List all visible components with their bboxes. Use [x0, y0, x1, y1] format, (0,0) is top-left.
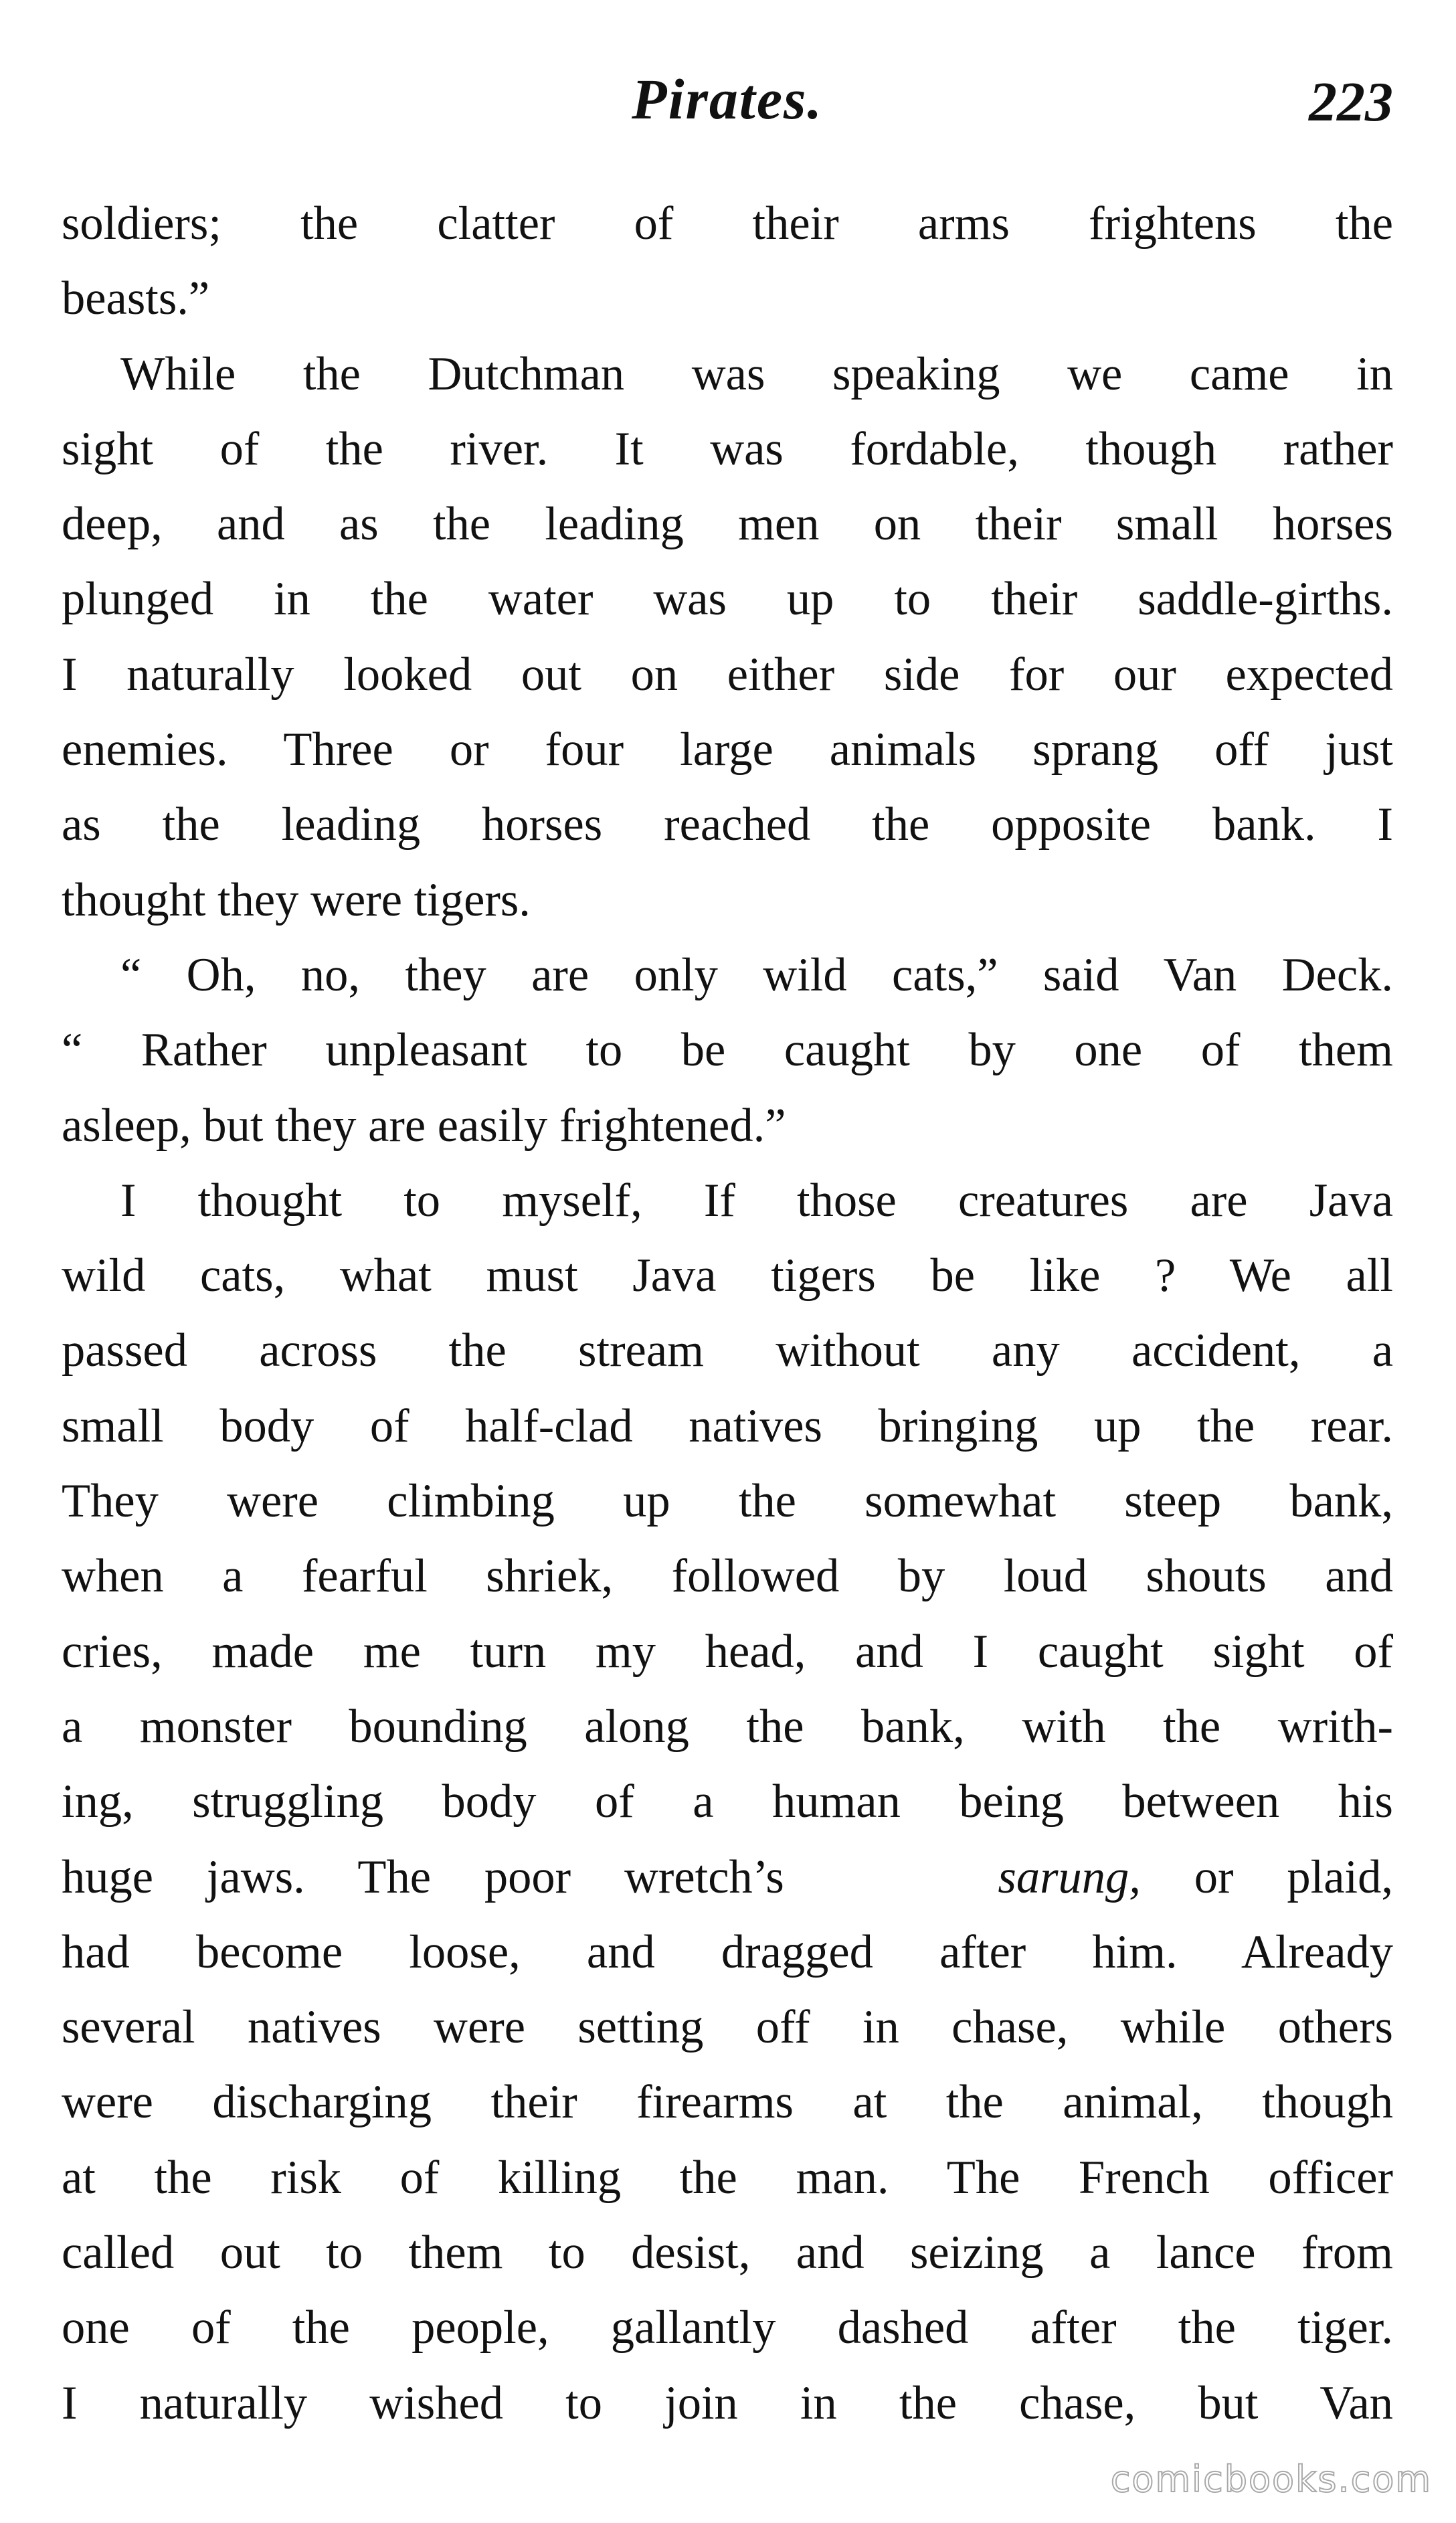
text-line: deep, and as the leading men on their small horses — [62, 498, 1393, 551]
running-head — [62, 52, 1393, 146]
text-line: They were climbing up the somewhat steep bank, — [62, 1475, 1393, 1528]
running-title: Pirates. — [632, 67, 823, 131]
text-line: thought they were tigers. — [62, 873, 531, 926]
text-line: a monster bounding along the bank, with the writh- — [62, 1700, 1393, 1753]
text-line: enemies. Three or four large animals sprang off just — [62, 723, 1393, 776]
text-line: called out to them to desist, and seizing a lance from — [62, 2227, 1393, 2279]
page-number: 223 — [1309, 71, 1393, 133]
text-line: at the risk of killing the man. The French officer — [62, 2151, 1393, 2204]
text-line: sight of the river. It was fordable, though rather — [62, 422, 1393, 475]
text-line: I naturally looked out on either side for our expected — [62, 648, 1393, 701]
body-text — [62, 186, 1393, 2441]
text-line: several natives were setting off in chase, while others — [62, 2001, 1393, 2054]
text-line: ing, struggling body of a human being between his — [62, 1775, 1393, 1828]
text-line: cries, made me turn my head, and I caught sight of — [62, 1625, 1393, 1678]
text-line: soldiers; the clatter of their arms frightens the — [62, 197, 1393, 250]
text-line: I thought to myself, If those creatures are Java — [120, 1174, 1393, 1227]
watermark: comicbooks.com — [1110, 2458, 1432, 2500]
italic-term: sarung, — [998, 1850, 1141, 1903]
book-page — [62, 0, 1393, 2523]
text-line: small body of half-clad natives bringing up the rear. — [62, 1399, 1393, 1452]
text-line: “ Oh, no, they are only wild cats,” said Van Deck. — [120, 948, 1393, 1001]
text-line: “ Rather unpleasant to be caught by one of them — [62, 1024, 1393, 1077]
text-line: one of the people, gallantly dashed after the tiger. — [62, 2301, 1393, 2354]
text-line: While the Dutchman was speaking we came in — [120, 347, 1393, 400]
text-line: had become loose, and dragged after him. Already — [62, 1925, 1393, 1978]
text-run: huge jaws. The poor wretch’s — [62, 1850, 784, 1903]
text-line: asleep, but they are easily frightened.” — [62, 1099, 786, 1152]
text-line: I naturally wished to join in the chase, but Van — [62, 2376, 1393, 2429]
text-run: or plaid, — [1140, 1850, 1393, 1903]
text-line: as the leading horses reached the opposite bank. I — [62, 798, 1393, 851]
text-line: when a fearful shriek, followed by loud shouts and — [62, 1550, 1393, 1603]
text-line: passed across the stream without any accident, a — [62, 1324, 1393, 1377]
text-line — [62, 1840, 1393, 1915]
text-line: were discharging their firearms at the animal, though — [62, 2076, 1393, 2129]
text-line: beasts.” — [62, 272, 210, 325]
text-line: wild cats, what must Java tigers be like ? We all — [62, 1249, 1393, 1302]
text-line: plunged in the water was up to their saddle-girths. — [62, 573, 1393, 626]
